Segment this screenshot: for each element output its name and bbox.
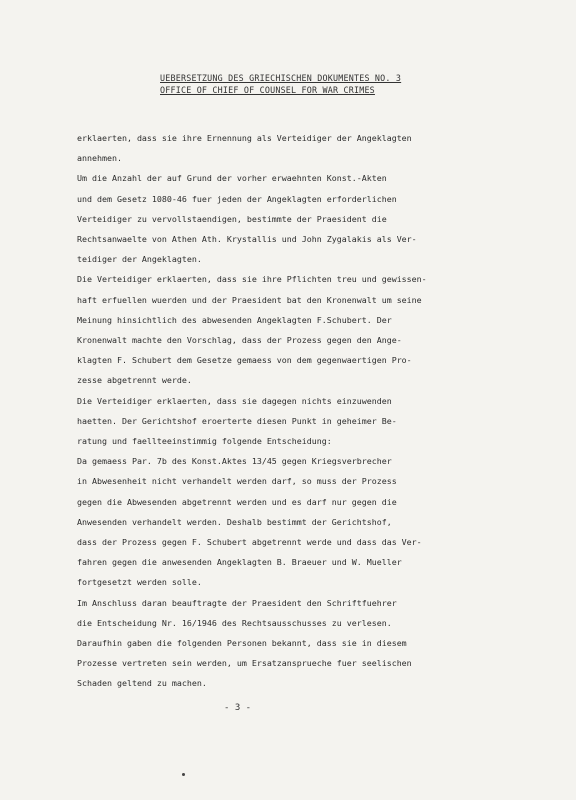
text-line: in Abwesenheit nicht verhandelt werden darf, so muss der Prozess: [77, 476, 397, 487]
text-line: klagten F. Schubert dem Gesetze gemaess von dem gegenwaertigen Pro-: [77, 355, 412, 366]
text-line: teidiger der Angeklagten.: [77, 254, 202, 265]
text-line: zesse abgetrennt werde.: [77, 375, 192, 386]
text-line: Schaden geltend zu machen.: [77, 678, 207, 689]
text-line: Kronenwalt machte den Vorschlag, dass der Prozess gegen den Ange-: [77, 335, 402, 346]
text-line: erklaerten, dass sie ihre Ernennung als Verteidiger der Angeklagten: [77, 133, 412, 143]
text-line: gegen die Abwesenden abgetrennt werden und es darf nur gegen die: [77, 496, 397, 507]
text-line: fortgesetzt werden solle.: [77, 577, 202, 588]
text-line: Die Verteidiger erklaerten, dass sie dagegen nichts einzuwenden: [77, 395, 392, 406]
text-line: dass der Prozess gegen F. Schubert abgetrennt werde und dass das Ver-: [77, 537, 422, 548]
text-line: Da gemaess Par. 7b des Konst.Aktes 13/45 gegen Kriegsverbrecher: [77, 456, 392, 467]
text-line: Verteidiger zu vervollstaendigen, bestimmte der Praesident die: [77, 213, 387, 224]
text-line: Rechtsanwaelte von Athen Ath. Krystallis und John Zygalakis als Ver-: [77, 234, 417, 245]
text-line: Meinung hinsichtlich des abwesenden Angeklagten F.Schubert. Der: [77, 314, 392, 325]
ink-speck: [182, 773, 185, 776]
text-line: die Entscheidung Nr. 16/1946 des Rechtsausschusses zu verlesen.: [77, 617, 392, 628]
document-body: [77, 128, 517, 694]
header-title: UEBERSETZUNG DES GRIECHISCHEN DOKUMENTES NO. 3: [160, 73, 402, 83]
text-line: ratung und faellteeinstimmig folgende Entscheidung:: [77, 436, 332, 447]
header-office: OFFICE OF CHIEF OF COUNSEL FOR WAR CRIMES: [160, 85, 375, 95]
text-line: Im Anschluss daran beauftragte der Praesident den Schriftfuehrer: [77, 597, 397, 608]
text-line: fahren gegen die anwesenden Angeklagten B. Braeuer und W. Mueller: [77, 557, 402, 568]
text-line: und dem Gesetz 1080-46 fuer jeden der Angeklagten erforderlichen: [77, 193, 397, 204]
text-line: haft erfuellen wuerden und der Praesident bat den Kronenwalt um seine: [77, 294, 422, 305]
text-line: haetten. Der Gerichtshof eroerterte diesen Punkt in geheimer Be-: [77, 415, 397, 426]
document-header: [160, 72, 460, 96]
text-line: Anwesenden verhandelt werden. Deshalb bestimmt der Gerichtshof,: [77, 516, 392, 527]
text-line: Die Verteidiger erklaerten, dass sie ihre Pflichten treu und gewissen-: [77, 274, 427, 285]
text-line: annehmen.: [77, 153, 122, 164]
text-line: Um die Anzahl der auf Grund der vorher erwaehnten Konst.-Akten: [77, 173, 387, 184]
text-line: Daraufhin gaben die folgenden Personen bekannt, dass sie in diesem: [77, 638, 407, 649]
text-line: Prozesse vertreten sein werden, um Ersatzansprueche fuer seelischen: [77, 658, 412, 669]
page-number: - 3 -: [224, 703, 252, 713]
